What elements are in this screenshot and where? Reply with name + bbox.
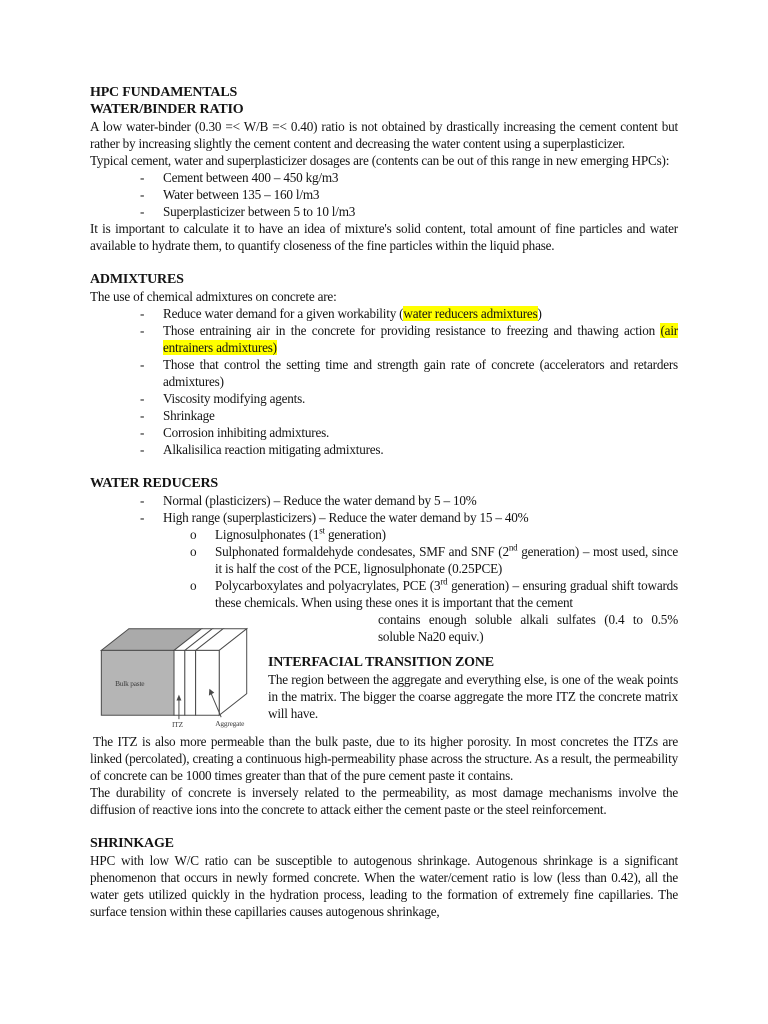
list-item-text: ) bbox=[537, 306, 542, 321]
bullet-dash: - bbox=[140, 425, 145, 440]
list-item bbox=[90, 169, 678, 186]
bullet-dash: - bbox=[140, 442, 145, 457]
paragraph: The region between the aggregate and everything else, is one of the weak points in the matrix. The bigger the coarse aggregate the more ITZ the concrete matrix will have. bbox=[268, 672, 678, 721]
bullet-dash: - bbox=[140, 493, 145, 508]
paragraph: Typical cement, water and superplasticizer dosages are (contents can be out of this range in new emerging HPCs): bbox=[90, 153, 670, 168]
itz-diagram bbox=[90, 617, 260, 729]
itz-section bbox=[268, 654, 678, 722]
bullet-o: o bbox=[190, 544, 197, 559]
list-item bbox=[90, 203, 678, 220]
bullet-dash: - bbox=[140, 323, 145, 338]
list-item-text: Sulphonated formaldehyde condesates, SMF and SNF (2 bbox=[215, 544, 509, 559]
heading-hpc-fundamentals: HPC FUNDAMENTALS bbox=[90, 85, 238, 100]
list-item-text: Superplasticizer between 5 to 10 l/m3 bbox=[163, 204, 356, 219]
list-item-text: Water between 135 – 160 l/m3 bbox=[163, 187, 320, 202]
list-item-text: Alkalisilica reaction mitigating admixtures. bbox=[163, 442, 384, 457]
heading-water-reducers: WATER REDUCERS bbox=[90, 476, 219, 491]
document-content bbox=[90, 84, 678, 920]
paragraph: The use of chemical admixtures on concrete are: bbox=[90, 289, 337, 304]
list-item-text: generation) bbox=[324, 527, 386, 542]
bullet-dash: - bbox=[140, 408, 145, 423]
bullet-continuation-text: contains enough soluble alkali sulfates (0.4 to 0.5% soluble Na20 equiv.) bbox=[378, 612, 678, 644]
list-item bbox=[90, 305, 678, 322]
paragraph: A low water-binder (0.30 =< W/B =< 0.40) ratio is not obtained by drastically increasing the cement content but rather by increasing slightly the cement content and decreasing the water content using a superplasticizer. bbox=[90, 119, 678, 151]
aggregate-front-face bbox=[196, 650, 220, 715]
list-item-text: Those that control the setting time and strength gain rate of concrete (accelerators and retarders admixtures) bbox=[163, 357, 678, 389]
bullet-dash: - bbox=[140, 170, 145, 185]
list-item bbox=[90, 390, 678, 407]
list-item bbox=[90, 356, 678, 390]
paragraph: It is important to calculate it to have an idea of mixture's solid content, total amount of fine particles and water available to hydrate them, to quantify closeness of the fine particles within the liquid phase. bbox=[90, 221, 678, 253]
bullet-dash: - bbox=[140, 187, 145, 202]
bullet-dash: - bbox=[140, 357, 145, 372]
list-item-text: generation) – ensuring gradual shift towards these chemicals. When using these ones it is important that the cement bbox=[215, 578, 678, 610]
ordinal-superscript: st bbox=[319, 525, 325, 536]
list-item-text: Cement between 400 – 450 kg/m3 bbox=[163, 170, 339, 185]
list-item-text: Shrinkage bbox=[163, 408, 215, 423]
ordinal-superscript: nd bbox=[508, 542, 518, 553]
highlighted-text: (air entrainers admixtures) bbox=[163, 323, 678, 355]
list-item-text: generation) – most used, since it is half the cost of the PCE, lignosulphonate (0.25PCE) bbox=[215, 544, 679, 576]
list-item bbox=[90, 186, 678, 203]
list-item bbox=[90, 577, 678, 611]
bullet-dash: - bbox=[140, 510, 145, 525]
list-item-text: High range (superplasticizers) – Reduce the water demand by 15 – 40% bbox=[163, 510, 529, 525]
ordinal-superscript: rd bbox=[440, 576, 448, 587]
paragraph: The ITZ is also more permeable than the bulk paste, due to its higher porosity. In most concretes the ITZs are linked (percolated), creating a continuous high-permeability phase across the structure. As a result, the permeability of concrete can be 1000 times greater than that of the pure cement paste it contains. bbox=[90, 734, 678, 783]
list-item bbox=[90, 441, 678, 458]
figure-and-itz-region bbox=[90, 611, 678, 733]
paragraph: The durability of concrete is inversely related to the permeability, as most damage mechanisms involve the diffusion of reactive ions into the concrete to attack either the cement paste or the steel reinforcement. bbox=[90, 785, 678, 817]
heading-interfacial-transition-zone: INTERFACIAL TRANSITION ZONE bbox=[268, 655, 494, 670]
list-item-text: Lignosulphonates (1 bbox=[215, 527, 320, 542]
itz-label: ITZ bbox=[172, 720, 183, 729]
itz-slab2-front bbox=[185, 650, 196, 715]
bullet-o: o bbox=[190, 578, 197, 593]
list-item bbox=[90, 424, 678, 441]
list-item bbox=[90, 526, 678, 543]
list-item bbox=[90, 509, 678, 526]
paragraph: HPC with low W/C ratio can be susceptible to autogenous shrinkage. Autogenous shrinkage is a significant phenomenon that occurs in newly formed concrete. When the water/cement ratio is low (less than 0.42), all the water gets utilized quickly in the hydration process, leading to the formation of extremely fine capillaries. The surface tension within these capillaries causes autogenous shrinkage, bbox=[90, 853, 678, 919]
list-item-text: Corrosion inhibiting admixtures. bbox=[163, 425, 330, 440]
heading-admixtures: ADMIXTURES bbox=[90, 272, 184, 287]
list-item bbox=[90, 322, 678, 356]
list-item bbox=[90, 492, 678, 509]
bullet-o: o bbox=[190, 527, 197, 542]
bulk-paste-label: Bulk paste bbox=[115, 678, 145, 688]
heading-water-binder-ratio: WATER/BINDER RATIO bbox=[90, 102, 244, 117]
list-item-text: Viscosity modifying agents. bbox=[163, 391, 306, 406]
bullet-dash: - bbox=[140, 204, 145, 219]
highlighted-text: water reducers admixtures bbox=[403, 306, 538, 321]
list-item bbox=[90, 543, 678, 577]
list-item-text: Normal (plasticizers) – Reduce the water demand by 5 – 10% bbox=[163, 493, 477, 508]
heading-shrinkage: SHRINKAGE bbox=[90, 836, 174, 851]
list-item-text: Reduce water demand for a given workability ( bbox=[163, 306, 404, 321]
list-item-text: Those entraining air in the concrete for providing resistance to freezing and thawing action bbox=[163, 323, 661, 338]
list-item bbox=[90, 407, 678, 424]
aggregate-label: Aggregate bbox=[215, 719, 245, 729]
bullet-dash: - bbox=[140, 391, 145, 406]
list-item-text: Polycarboxylates and polyacrylates, PCE (3 bbox=[215, 578, 441, 593]
bullet-dash: - bbox=[140, 306, 145, 321]
